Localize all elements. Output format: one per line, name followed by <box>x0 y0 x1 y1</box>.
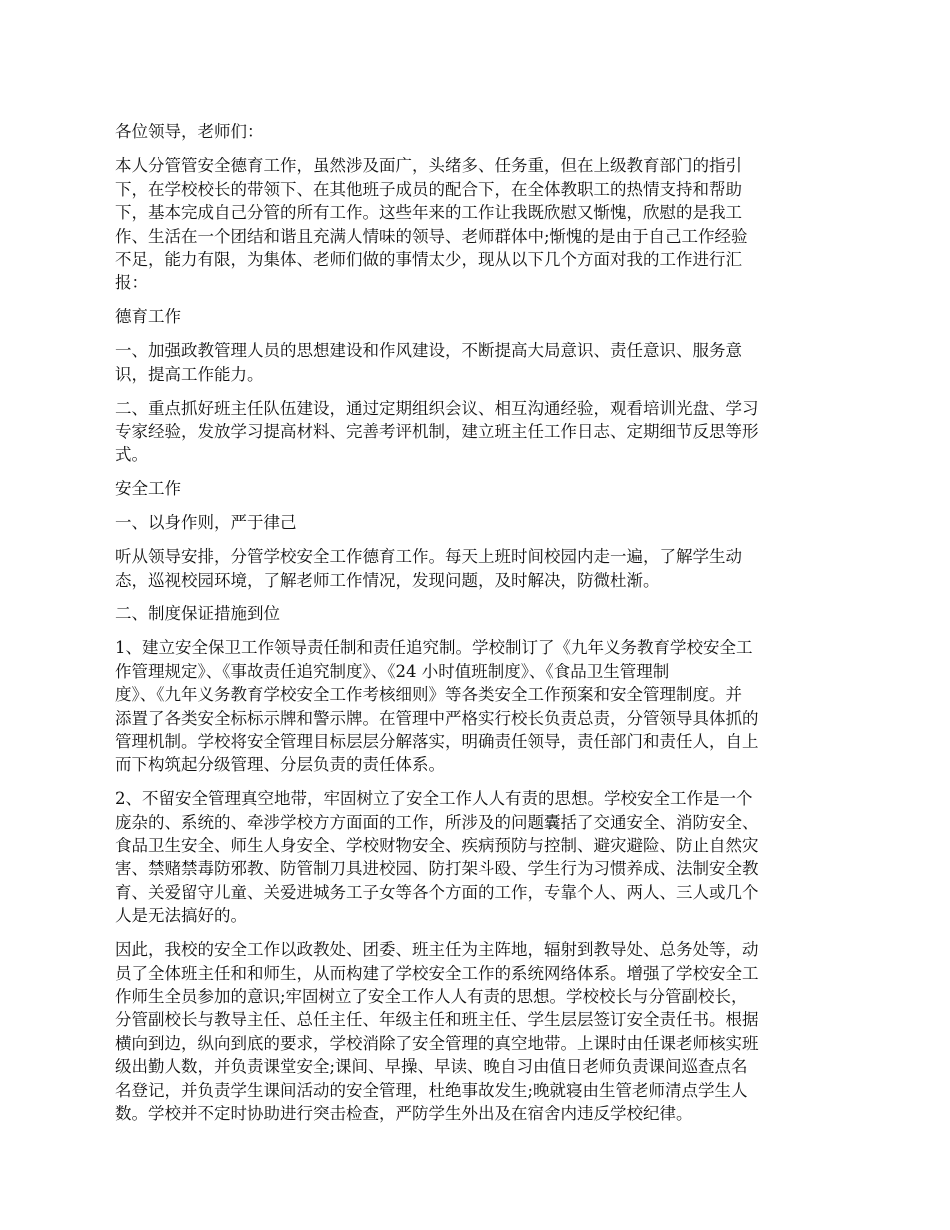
safety-item-2: 2、不留安全管理真空地带，牢固树立了安全工作人人有责的思想。学校安全工作是一个 庞杂的、系统的、牵涉学校方方面面的工作，所涉及的问题囊括了交通安全、消防安全、 食品卫生安全、师生人身安全、学校财物安全、疾病预防与控制、避灾避险、防止自然灾 害、禁赌禁毒防邪教、防管制刀具进校园、防打架斗殴、学生行为习惯养成、法制安全教 育、关爱留守儿童、关爱进城务工子女等各个方面的工作，专靠个人、两人、三人或几个 人是无法搞好的。 <box>115 789 759 926</box>
moral-item-2: 二、重点抓好班主任队伍建设，通过定期组织会议、相互沟通经验，观看培训光盘、学习 专家经验，发放学习提高材料、完善考评机制，建立班主任工作日志、定期细节反思等形 式。 <box>115 398 759 465</box>
section-heading-moral-education: 德育工作 <box>115 307 181 327</box>
safety-subheading-2: 二、制度保证措施到位 <box>115 604 280 624</box>
section-heading-safety: 安全工作 <box>115 479 181 499</box>
intro-paragraph: 本人分管管安全德育工作，虽然涉及面广，头绪多、任务重，但在上级教育部门的指引 下，在学校校长的带领下、在其他班子成员的配合下，在全体教职工的热情支持和帮助 下，基本完成自己分管的所有工作。这些年来的工作让我既欣慰又惭愧，欣慰的是我工 作、生活在一个团结和谐且充满人情味的领导、老师群体中;惭愧的是由于自己工作经验 不足，能力有限，为集体、老师们做的事情太少，现从以下几个方面对我的工作进行汇 报： <box>115 156 748 293</box>
moral-item-1: 一、加强政教管理人员的思想建设和作风建设，不断提高大局意识、责任意识、服务意 识，提高工作能力。 <box>115 341 742 384</box>
safety-item-1: 1、建立安全保卫工作领导责任制和责任追究制。学校制订了《九年义务教育学校安全工 作管理规定》、《事故责任追究制度》、《24 小时值班制度》、《食品卫生管理制 度》、《九年义务教育学校安全工作考核细则》等各类安全工作预案和安全管理制度。并 添置了各类安全标标示牌和警示牌。在管理中严格实行校长负责总责，分管领导具体抓的 管理机制。学校将安全管理目标层层分解落实，明确责任领导，责任部门和责任人，自上 而下构筑起分级管理、分层负责的责任体系。 <box>115 638 759 775</box>
safety-subheading-1: 一、以身作则，严于律己 <box>115 513 297 533</box>
document-body <box>115 120 845 1136</box>
safety-paragraph-conclusion: 因此，我校的安全工作以政教处、团委、班主任为主阵地，辐射到教导处、总务处等，动 员了全体班主任和和师生，从而构建了学校安全工作的系统网络体系。增强了学校安全工 作师生全员参加的意识;牢固树立了安全工作人人有责的思想。学校校长与分管副校长， 分管副校长与教导主任、总任主任、年级主任和班主任、学生层层签订安全责任书。根据 横向到边，纵向到底的要求，学校消除了安全管理的真空地带。上课时由任课老师核实班 级出勤人数，并负责课堂安全;课间、早操、早读、晚自习由值日老师负责课间巡查点名 名登记，并负责学生课间活动的安全管理，杜绝事故发生;晚就寝由生管老师清点学生人 数。学校并不定时协助进行突击检查，严防学生外出及在宿舍内违反学校纪律。 <box>115 940 759 1124</box>
safety-paragraph-1: 听从领导安排，分管学校安全工作德育工作。每天上班时间校园内走一遍，了解学生动 态，巡视校园环境，了解老师工作情况，发现问题，及时解决，防微杜渐。 <box>115 547 742 590</box>
greeting: 各位领导，老师们： <box>115 122 264 141</box>
